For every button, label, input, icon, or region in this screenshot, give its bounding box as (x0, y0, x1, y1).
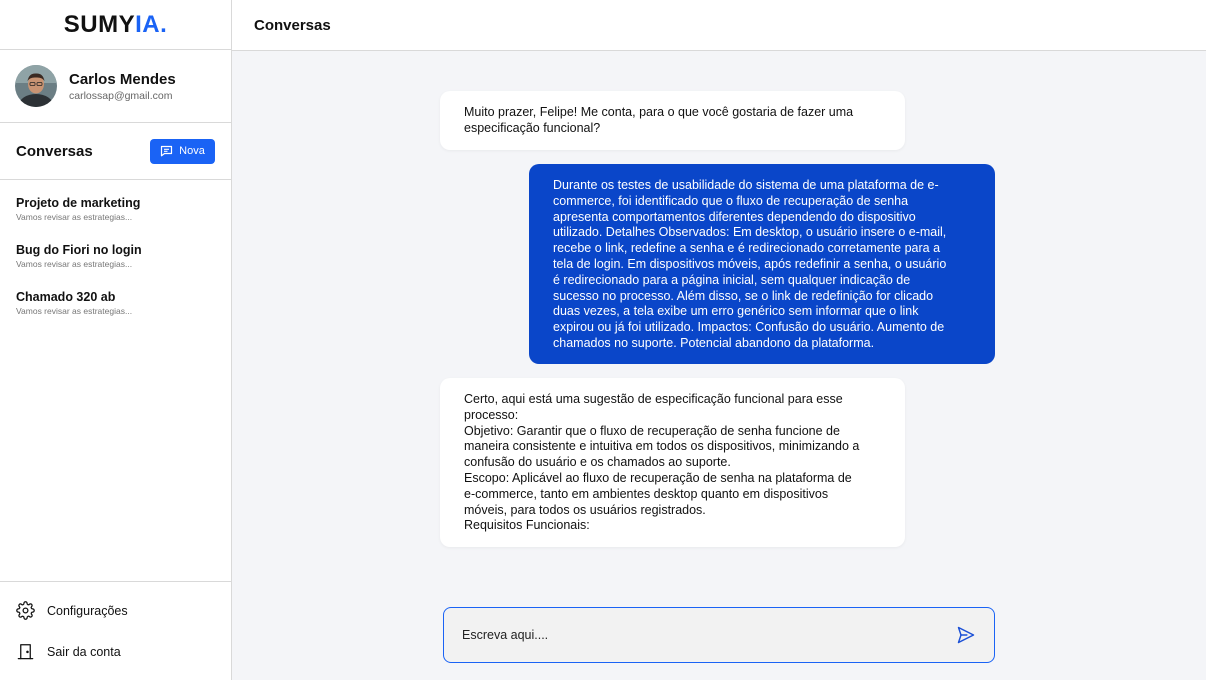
message-line: expirou ou já foi utilizado. Impactos: Confusão do usuário. Aumento de (553, 320, 945, 335)
message-line: commerce, foi identificado que o fluxo de recuperação de senha (553, 193, 909, 208)
assistant-message (440, 91, 905, 150)
top-bar (232, 0, 1206, 51)
conversation-item[interactable] (0, 192, 231, 239)
conversation-list (0, 180, 231, 581)
conversation-title: Chamado 320 ab (16, 290, 116, 304)
new-button-label: Nova (179, 145, 205, 157)
logo (64, 11, 168, 39)
message-line: maneira consistente e intuitiva em todos os dispositivos, minimizando a (464, 439, 860, 454)
user-email: carlossap@gmail.com (69, 89, 173, 102)
assistant-message (440, 378, 905, 547)
message-composer (443, 607, 995, 663)
message-line: confusão do usuário e os chamados ao suporte. (464, 455, 731, 470)
gear-icon (16, 601, 35, 620)
settings-label: Configurações (47, 603, 128, 618)
user-message (529, 164, 995, 364)
message-line: Certo, aqui está uma sugestão de especificação funcional para esse (464, 392, 843, 406)
user-profile[interactable] (0, 50, 231, 123)
message-line: Objetivo: Garantir que o fluxo de recuperação de senha funcione de (464, 423, 840, 438)
logo-accent: IA. (135, 10, 168, 38)
message-line: Muito prazer, Felipe! Me conta, para o que você gostaria de fazer uma (464, 105, 854, 119)
sidebar (0, 0, 232, 680)
door-exit-icon (16, 642, 35, 661)
logout-label: Sair da conta (47, 644, 121, 659)
send-icon (956, 625, 976, 645)
user-name: Carlos Mendes (69, 70, 176, 88)
conversation-snippet: Vamos revisar as estrategias... (16, 259, 133, 269)
logo-main: SUMY (63, 10, 136, 38)
message-line: Durante os testes de usabilidade do sistema de uma plataforma de e- (553, 178, 939, 192)
sidebar-footer (0, 581, 231, 680)
send-button[interactable] (956, 625, 976, 645)
settings-link[interactable] (0, 590, 231, 631)
logout-link[interactable] (0, 631, 231, 672)
message-line: móveis, para todos os usuários registrados. (464, 502, 706, 517)
message-line: processo: (464, 407, 519, 422)
conversation-item[interactable] (0, 286, 231, 333)
message-line: sucesso no processo. Além disso, se o link de redefinição for clicado (553, 288, 934, 303)
conversations-header (0, 123, 231, 180)
message-input[interactable] (462, 628, 956, 642)
message-line: é redirecionado para a página inicial, sem qualquer indicação de (553, 272, 911, 287)
conversation-title: Bug do Fiori no login (16, 243, 142, 257)
logo-area (0, 0, 231, 50)
message-line: Escopo: Aplicável ao fluxo de recuperação de senha na plataforma de (464, 470, 852, 485)
conversation-title: Projeto de marketing (16, 196, 141, 210)
message-line: e-commerce, tanto em ambientes desktop quanto em dispositivos (464, 486, 829, 501)
avatar (15, 65, 57, 107)
chat-bubble-icon (160, 145, 173, 157)
profile-info (69, 71, 176, 102)
message-line: especificação funcional? (464, 120, 601, 135)
message-line: utilizado. Detalhes Observados: Em desktop, o usuário insere o e-mail, (553, 225, 947, 240)
message-line: duas vezes, a tela exibe um erro genérico sem informar que o link (553, 304, 919, 319)
conversation-snippet: Vamos revisar as estrategias... (16, 212, 133, 222)
conversation-snippet: Vamos revisar as estrategias... (16, 306, 133, 316)
conversations-title: Conversas (16, 142, 93, 160)
message-line: tela de login. Em dispositivos móveis, após redefinir a senha, o usuário (553, 256, 947, 271)
new-conversation-button[interactable] (150, 139, 215, 164)
page-title: Conversas (254, 16, 331, 34)
message-line: Requisitos Funcionais: (464, 518, 590, 533)
message-line: chamados no suporte. Potencial abandono da plataforma. (553, 335, 875, 350)
message-line: recebe o link, redefine a senha e é redirecionado corretamente para a (553, 241, 941, 256)
message-line: apresenta comportamentos diferentes dependendo do dispositivo (553, 209, 916, 224)
conversation-item[interactable] (0, 239, 231, 286)
